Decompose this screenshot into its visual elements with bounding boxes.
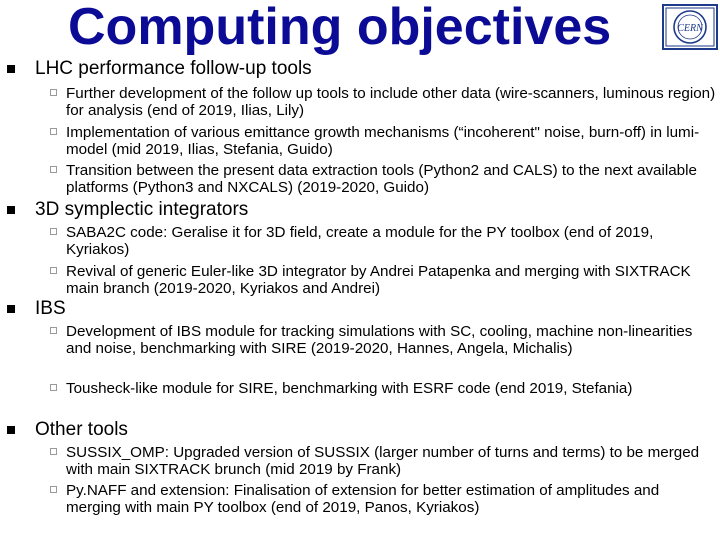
section-heading xyxy=(35,199,248,221)
hollow-square-bullet-icon xyxy=(50,448,57,455)
list-item xyxy=(66,380,716,397)
list-item xyxy=(66,482,716,516)
list-item-text: Further development of the follow up tools to include other data (wire-scanners, luminous region) for analysis (end of 2019, Ilias, Lily) xyxy=(66,85,716,119)
square-bullet-icon xyxy=(7,426,15,434)
list-item-text: Implementation of various emittance growth mechanisms (“incoherent" noise, burn-off) in lumi-model (mid 2019, Ilias, Stefania, Guido) xyxy=(66,124,700,158)
section-heading xyxy=(35,419,128,441)
list-item xyxy=(66,444,716,478)
square-bullet-icon xyxy=(7,206,15,214)
cern-logo xyxy=(662,4,718,50)
hollow-square-bullet-icon xyxy=(50,228,57,235)
hollow-square-bullet-icon xyxy=(50,327,57,334)
hollow-square-bullet-icon xyxy=(50,89,57,96)
hollow-square-bullet-icon xyxy=(50,128,57,135)
hollow-square-bullet-icon xyxy=(50,267,57,274)
list-item xyxy=(66,263,716,297)
square-bullet-icon xyxy=(7,305,15,313)
list-item xyxy=(66,162,716,196)
section-heading-text: IBS xyxy=(35,298,66,319)
section-heading-text: LHC performance follow-up tools xyxy=(35,58,312,79)
list-item xyxy=(66,85,716,119)
hollow-square-bullet-icon xyxy=(50,384,57,391)
hollow-square-bullet-icon xyxy=(50,486,57,493)
list-item-text: Development of IBS module for tracking simulations with SC, cooling, machine non-linearities and noise, benchmarking with SIRE (2019-2020, Hannes, Angela, Michalis) xyxy=(66,323,693,357)
logo-text: CERN xyxy=(677,23,703,34)
section-heading xyxy=(35,58,312,80)
section-heading xyxy=(35,298,66,320)
slide-title: Computing objectives xyxy=(68,0,612,56)
list-item xyxy=(66,224,716,258)
list-item-text: Transition between the present data extraction tools (Python2 and CALS) to the next available platforms (Python3 and NXCALS) (2019-2020, Guido) xyxy=(66,162,697,196)
list-item xyxy=(66,323,716,357)
square-bullet-icon xyxy=(7,65,15,73)
list-item-text: Tousheck-like module for SIRE, benchmarking with ESRF code (end 2019, Stefania) xyxy=(66,380,633,397)
list-item-text: SUSSIX_OMP: Upgraded version of SUSSIX (larger number of turns and terms) to be merged with main SIXTRACK brunch (mid 2019 by Frank) xyxy=(66,444,700,478)
list-item xyxy=(66,124,716,158)
list-item-text: Py.NAFF and extension: Finalisation of extension for better estimation of amplitudes and merging with main PY toolbox (end of 2019, Panos, Kyriakos) xyxy=(66,482,660,516)
list-item-text: Revival of generic Euler-like 3D integrator by Andrei Patapenka and merging with SIXTRACK main branch (2019-2020, Kyriakos and Andrei) xyxy=(66,263,691,297)
section-heading-text: 3D symplectic integrators xyxy=(35,199,249,220)
section-heading-text: Other tools xyxy=(35,419,128,440)
list-item-text: SABA2C code: Geralise it for 3D field, create a module for the PY toolbox (end of 2019, Kyriakos) xyxy=(66,224,654,258)
hollow-square-bullet-icon xyxy=(50,166,57,173)
